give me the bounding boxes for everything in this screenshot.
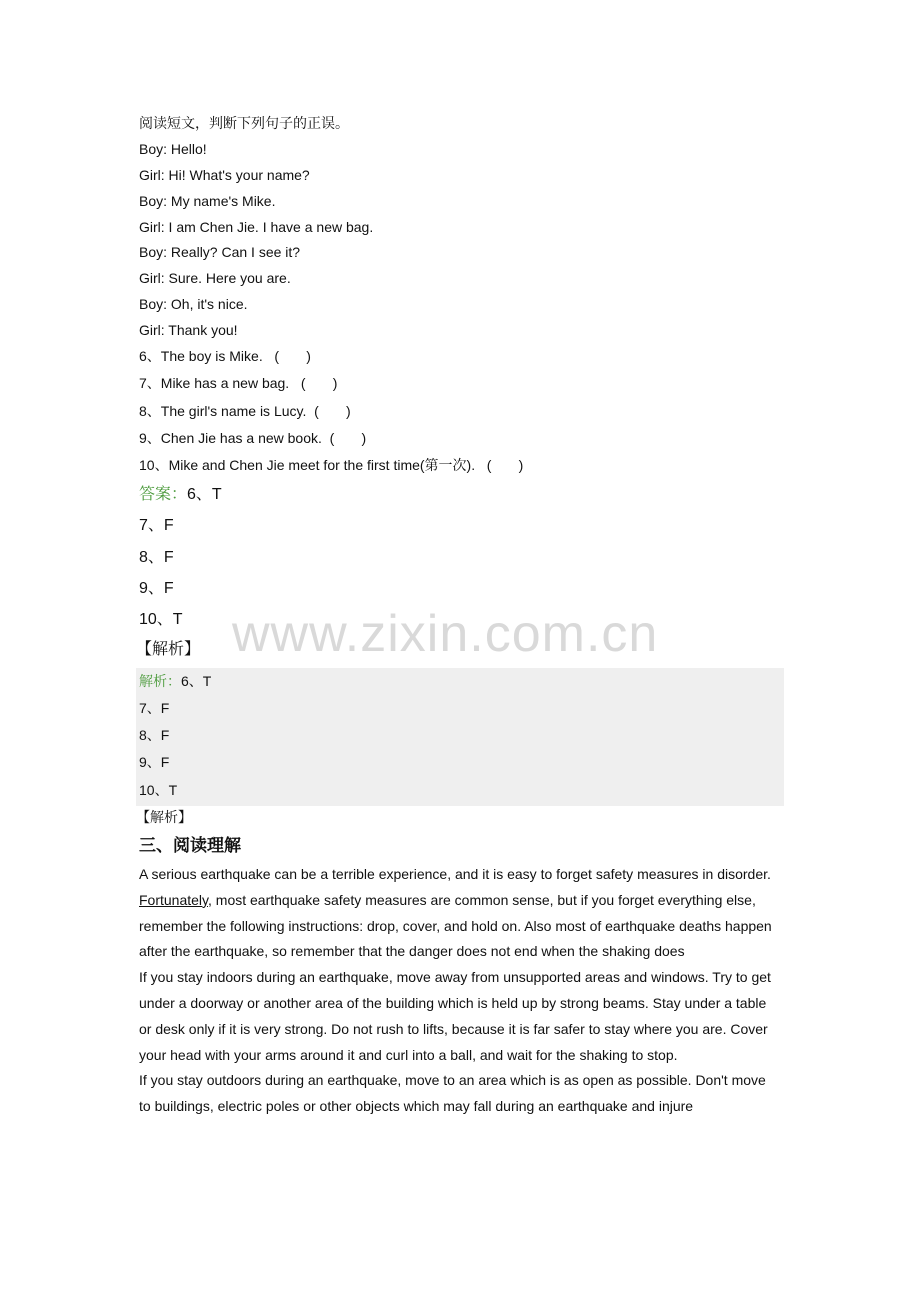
analysis-item: 10、T: [139, 782, 178, 798]
question-9: 9、Chen Jie has a new book. ( ): [139, 430, 367, 446]
dialogue-line: Girl: I am Chen Jie. I have a new bag.: [139, 219, 374, 235]
answer-label: 答案：: [139, 486, 188, 503]
analysis-header: 【解析】: [136, 641, 201, 658]
answer-item: 6、T: [187, 486, 222, 503]
analysis-item: 9、F: [139, 754, 170, 770]
answer-item: 8、F: [139, 549, 174, 566]
analysis-item: 7、F: [139, 700, 170, 716]
analysis-item: 8、F: [139, 727, 170, 743]
instruction: 阅读短文，判断下列句子的正误。: [139, 115, 349, 131]
underlined-word: Fortunately: [139, 891, 208, 908]
passage-text: A serious earthquake can be a terrible experience, and it is easy to forget safety measures in disorder.: [139, 866, 771, 882]
analysis-box: [136, 668, 784, 806]
dialogue-line: Boy: Hello!: [139, 141, 207, 157]
answer-item: 7、F: [139, 517, 174, 534]
analysis-line: [139, 672, 211, 690]
passage-text: , most earthquake safety measures are common sense, but if you forget everything else, remember the following instructions: drop, cover, and hold on. Also most of earthquake deaths happen after the earthquake, so remember that the danger does not end when the shaking does: [139, 891, 772, 960]
dialogue-line: Boy: Oh, it's nice.: [139, 296, 248, 312]
passage-paragraph-2: If you stay indoors during an earthquake, move away from unsupported areas and windows. Try to get under a doorway or another area of the building which is held up by strong beams. Stay under a table or desk only if it is very strong. Do not rush to lifts, because it is far safer to stay where you are. Cover your head with your arms around it and curl into a ball, and wait for the shaking to stop.: [139, 969, 771, 1063]
watermark: www.zixin.com.cn: [232, 605, 659, 663]
dialogue-line: Girl: Sure. Here you are.: [139, 270, 291, 286]
question-7: 7、Mike has a new bag. ( ): [139, 375, 338, 391]
dialogue-line: Boy: Really? Can I see it?: [139, 244, 301, 260]
dialogue-line: Girl: Thank you!: [139, 322, 238, 338]
question-8: 8、The girl's name is Lucy. ( ): [139, 403, 351, 419]
analysis-item: 6、T: [181, 673, 212, 689]
answer-item: 10、T: [139, 611, 183, 628]
analysis-footer: 【解析】: [136, 809, 192, 825]
question-6: 6、The boy is Mike. ( ): [139, 348, 311, 364]
section-heading: 三、阅读理解: [139, 836, 241, 855]
passage-paragraph-1: [139, 862, 779, 965]
reading-passage: [139, 862, 779, 1120]
dialogue-line: Girl: Hi! What's your name?: [139, 167, 310, 183]
passage-paragraph-3: If you stay outdoors during an earthquake, move to an area which is as open as possible. Don't move to buildings, electric poles or other objects which may fall during an earthquake and injure: [139, 1072, 766, 1115]
answer-item: 9、F: [139, 580, 174, 597]
question-10: 10、Mike and Chen Jie meet for the first time(第一次). ( ): [139, 457, 524, 473]
answer-line: [139, 485, 222, 505]
analysis-label: 解析：: [139, 673, 181, 689]
dialogue-line: Boy: My name's Mike.: [139, 193, 276, 209]
